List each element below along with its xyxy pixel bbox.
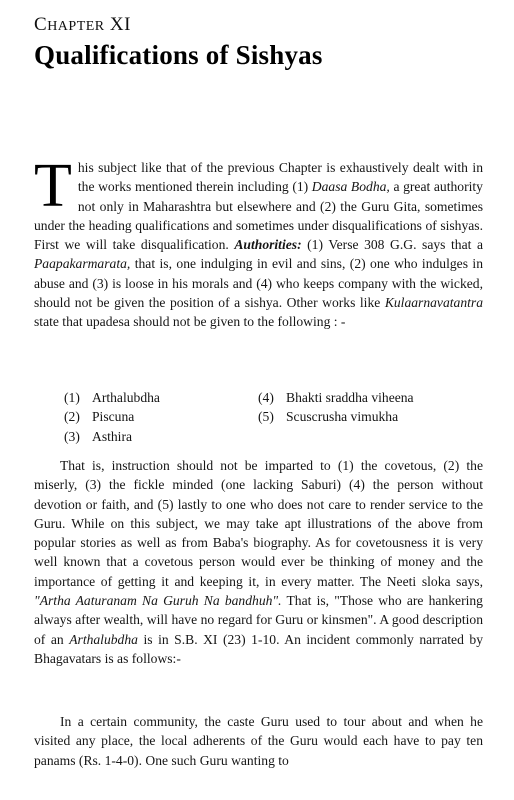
list-item-text: Piscuna [92,409,135,425]
text-run-italic: Kulaarnavatantra [384,295,483,311]
chapter-word: HAPTER [47,19,105,34]
list-item-text: Scuscrusha vimukha [286,409,399,425]
list-item-text: Bhakti sraddha viheena [286,390,414,405]
text-run: (1) Verse 308 G.G. says that a [301,237,483,253]
list-item-number: (1) [64,390,80,405]
list-item-number: (2) [64,409,80,425]
chapter-title: Qualifications of Sishyas [34,40,323,70]
list-item [64,407,234,426]
list-item-text: Asthira [92,428,133,444]
chapter-initial: C [34,14,48,35]
list-item-number: (5) [258,409,274,425]
text-run-italic: Arthalubdha [69,631,138,647]
list-item [258,388,468,407]
list-item-number: (4) [258,390,274,405]
list-item-text: Arthalubdha [92,390,160,405]
authorities-label: Authorities: [234,237,302,253]
paragraph-explanation [34,456,483,668]
paragraph-story: In a certain community, the caste Guru used to tour about and when he visited any place, the local adherents of the Guru would each have to pay ten panams (Rs. 1-4-0). One such Guru wanting to [34,714,483,768]
text-run-italic: Daasa Bodha, [311,179,390,195]
list-column-left [64,388,234,446]
text-run: That is, "Those who are hankering always after wealth, will have no regard for Guru or kinsmen". A good description of an [34,593,483,647]
paragraph-intro [34,152,483,332]
text-run-italic: "Artha Aaturanam Na Guruh Na bandhuh". [34,593,282,609]
list-item [258,407,468,426]
list-item [64,388,234,407]
chapter-heading [34,14,131,36]
text-run: his subject like that of the previous Chapter is exhaustively dealt with in the works mentioned therein including (1) [77,160,483,195]
text-run: state that upadesa should not be given to the following : - [34,314,346,330]
drop-cap: T [34,152,72,220]
chapter-number: XI [109,14,131,35]
text-run: That is, instruction should not be imparted to (1) the covetous, (2) the miserly, (3) the fickle minded (one lacking Saburi) (4) the person without devotion or faith, and (5) lastly to one who does not care to render service to the Guru. While on this subject, we may take apt illustrations of the above from popular stories as well as from Baba's biography. As for covetousness it is very well known that a covetous person would ever be thinking of money and the importance of getting it and keeping it, in every matter. The Neeti sloka says, [34,458,483,589]
text-run-italic: Paapakarmarata, [34,256,131,272]
text-run: that is, one indulging in evil and sins, (2) one who indulges in abuse and (3) is loose in his morals and (4) who keeps company with the wicked, should not be given the position of a sishya. Other works like [34,256,483,311]
list-column-right [258,388,468,427]
text-run: is in S.B. XI (23) 1-10. An incident commonly narrated by Bhagavatars is as follows:- [34,631,484,666]
text-run: a great authority not only in Maharashtra but elsewhere and (2) the Guru Gita, sometimes under the heading qualifications and sometimes under disqualifications of sishyas. First we will take disqualification. [34,179,483,253]
list-item [64,427,234,446]
list-item-number: (3) [64,428,80,444]
